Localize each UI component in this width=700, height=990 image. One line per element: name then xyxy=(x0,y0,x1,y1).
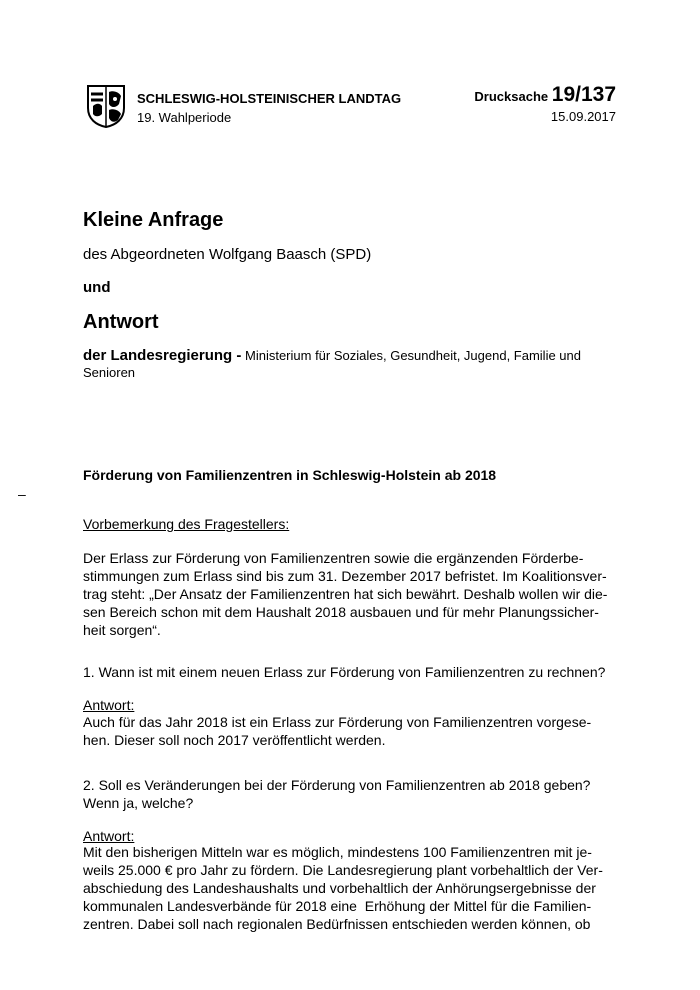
margin-dash: – xyxy=(18,486,26,502)
ministry-name: Ministerium für Soziales, Gesundheit, Jugend, Familie und Senioren xyxy=(83,348,581,380)
document-date: 15.09.2017 xyxy=(550,109,616,124)
antwort-heading: Antwort xyxy=(83,311,159,333)
government-line xyxy=(83,347,623,381)
parliament-name: SCHLESWIG-HOLSTEINISCHER LANDTAG xyxy=(137,91,402,106)
landtag-crest-logo xyxy=(86,84,126,128)
und-label: und xyxy=(83,279,111,296)
answer-1-label: Antwort: xyxy=(83,697,135,713)
question-1: 1. Wann ist mit einem neuen Erlass zur Förderung von Familienzentren zu rechnen? xyxy=(83,664,606,680)
drucksache-label: Drucksache xyxy=(474,89,549,104)
answer-2-text: Mit den bisherigen Mitteln war es möglich, mindestens 100 Familienzentren mit je- weils 25.000 € pro Jahr zu fördern. Die Landesregierung plant vorbehaltlich der Ver- abschiedung des Landeshaushalts und vorbehaltlich der Anhörungsergebnisse der kommunalen Landesverbände für 2018 eine Erhöhung der Mittel für die Familien- zentren. Dabei soll nach regionalen Bedürfnissen entschieden werden können, ob xyxy=(83,844,603,932)
drucksache-number: 19/137 xyxy=(551,83,616,106)
answer-1-text: Auch für das Jahr 2018 ist ein Erlass zur Förderung von Familienzentren vorgese- hen. Dieser soll noch 2017 veröffentlicht werden. xyxy=(83,714,592,748)
author-line: des Abgeordneten Wolfgang Baasch (SPD) xyxy=(83,246,372,263)
preamble-heading: Vorbemerkung des Fragestellers: xyxy=(83,516,290,532)
legislative-period: 19. Wahlperiode xyxy=(137,110,232,125)
kleine-anfrage-heading: Kleine Anfrage xyxy=(83,209,224,231)
subject-title: Förderung von Familienzentren in Schleswig-Holstein ab 2018 xyxy=(83,467,497,483)
answer-2-label: Antwort: xyxy=(83,828,135,844)
preamble-text: Der Erlass zur Förderung von Familienzentren sowie die ergänzenden Förderbe- stimmungen zum Erlass sind bis zum 31. Dezember 2017 befristet. Im Koalitionsver- trag steht: „Der Ansatz der Familienzentren hat sich bewährt. Deshalb wollen wir die- sen Bereich schon mit dem Haushalt 2018 ausbauen und für mehr Planungssicher- heit sorgen“. xyxy=(83,550,608,638)
document-number xyxy=(474,84,616,108)
question-2: 2. Soll es Veränderungen bei der Förderung von Familienzentren ab 2018 geben? Wenn ja, welche? xyxy=(83,777,591,811)
government-label: der Landesregierung - xyxy=(83,347,242,364)
